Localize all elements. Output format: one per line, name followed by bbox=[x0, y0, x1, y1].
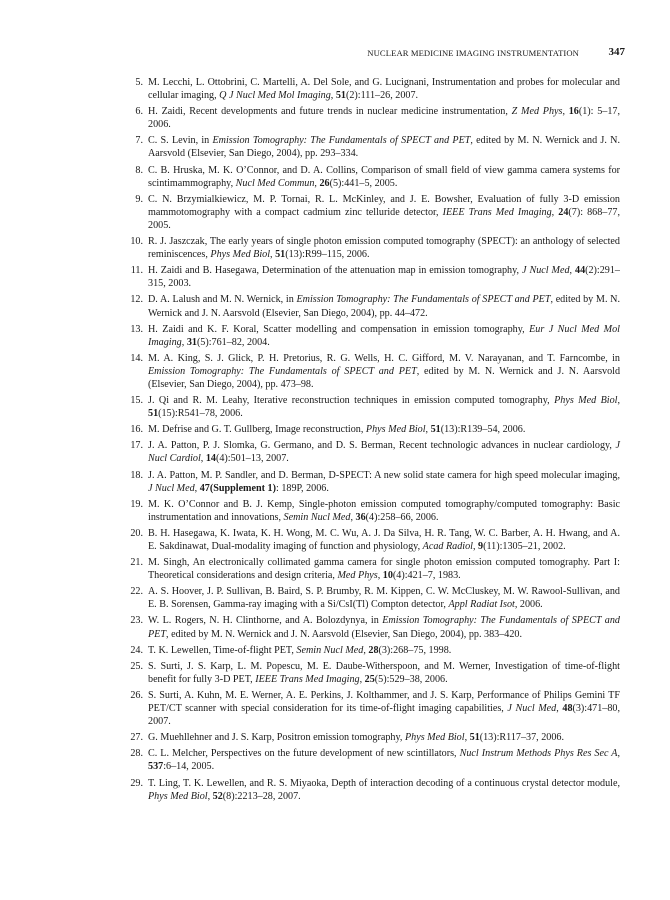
reference-item bbox=[132, 747, 620, 773]
reference-number: 11. bbox=[130, 265, 143, 277]
reference-segment: , bbox=[314, 177, 320, 189]
reference-item bbox=[132, 689, 620, 728]
reference-item bbox=[132, 164, 620, 190]
reference-item bbox=[132, 423, 620, 436]
reference-text bbox=[148, 690, 620, 727]
reference-segment: C. L. Melcher, Perspectives on the future development of new scintillators, bbox=[148, 748, 460, 760]
reference-segment: M. A. King, S. J. Glick, P. H. Pretorius, R. G. Wells, H. C. Gifford, M. V. Narayanan, and T. Farncombe, in bbox=[148, 352, 620, 364]
reference-segment: , bbox=[194, 482, 200, 494]
reference-segment: (11):1305–21, 2002. bbox=[483, 541, 566, 552]
reference-source: Emission Tomography: The Fundamentals of SPECT and PET bbox=[296, 294, 551, 306]
reference-segment: (3):268–75, 1998. bbox=[378, 644, 452, 656]
reference-text bbox=[148, 395, 620, 419]
reference-volume: 52 bbox=[212, 790, 223, 802]
reference-source: Emission Tomography: The Fundamentals of SPECT and PET bbox=[148, 615, 620, 640]
reference-segment: (15):R541–78, 2006. bbox=[158, 408, 243, 420]
reference-segment: (5):761–82, 2004. bbox=[196, 336, 270, 348]
reference-segment: (2):291–315, 2003. bbox=[148, 265, 620, 290]
reference-source: Semin Nucl Med bbox=[283, 511, 351, 523]
reference-segment: , bbox=[200, 453, 206, 465]
reference-segment: , bbox=[617, 395, 620, 407]
reference-volume: 51 bbox=[148, 408, 159, 420]
reference-text bbox=[148, 353, 620, 390]
reference-text bbox=[148, 440, 620, 464]
reference-segment: , 2006. bbox=[514, 599, 543, 611]
reference-segment: (13):R139–54, 2006. bbox=[440, 424, 526, 436]
reference-segment: C. S. Levin, in bbox=[148, 135, 213, 147]
reference-source: J Nucl Med bbox=[522, 265, 570, 277]
page-number: 347 bbox=[608, 46, 625, 58]
reference-source: Semin Nucl Med bbox=[296, 644, 364, 656]
reference-source: Q J Nucl Med Mol Imaging bbox=[219, 90, 331, 102]
reference-text bbox=[148, 324, 620, 348]
reference-text bbox=[148, 499, 620, 523]
reference-segment: , bbox=[270, 249, 276, 261]
reference-number: 29. bbox=[130, 777, 143, 789]
reference-text bbox=[148, 661, 620, 685]
reference-number: 23. bbox=[130, 615, 143, 627]
reference-source: Nucl Instrum Methods Phys Res Sec A bbox=[459, 748, 618, 760]
reference-list bbox=[132, 76, 620, 806]
reference-volume: 51 bbox=[275, 249, 286, 261]
reference-volume: 24 bbox=[558, 206, 569, 218]
reference-segment: R. J. Jaszczak, The early years of single photon emission computed tomography (SPECT): an anthology of selected reminiscences, bbox=[148, 236, 620, 261]
reference-item bbox=[132, 235, 620, 261]
page-header bbox=[130, 47, 625, 61]
reference-source: Emission Tomography: The Fundamentals of SPECT and PET bbox=[212, 135, 471, 147]
reference-segment: M. Lecchi, L. Ottobrini, C. Martelli, A. Del Sole, and G. Lucignani, Instrumentation and probes for molecular and cellular imaging, bbox=[148, 77, 620, 102]
reference-item bbox=[132, 352, 620, 391]
reference-source: J Nucl Med bbox=[507, 703, 557, 715]
reference-item bbox=[132, 323, 620, 349]
reference-segment: H. Zaidi and B. Hasegawa, Determination of the attenuation map in emission tomography, bbox=[148, 265, 522, 277]
reference-segment: , bbox=[330, 90, 336, 102]
reference-segment: (4):501–13, 2007. bbox=[215, 453, 289, 465]
reference-segment: , bbox=[551, 206, 559, 218]
reference-segment: , edited by M. N. Wernick and J. N. Aarsvold (Elsevier, San Diego, 2004), pp. 383–420. bbox=[166, 628, 523, 640]
reference-source: Z Med Phys bbox=[511, 106, 563, 118]
reference-segment: , bbox=[350, 511, 356, 523]
reference-volume: 47(Supplement 1) bbox=[199, 482, 276, 494]
reference-segment: D. A. Lalush and M. N. Wernick, in bbox=[148, 294, 297, 306]
reference-volume: 28 bbox=[368, 644, 379, 656]
reference-segment: (13):R99–115, 2006. bbox=[285, 249, 370, 261]
reference-segment: (5):441–5, 2005. bbox=[329, 177, 398, 189]
reference-segment: , bbox=[359, 673, 365, 685]
reference-segment: (5):529–38, 2006. bbox=[374, 673, 448, 685]
reference-text bbox=[148, 294, 620, 318]
reference-number: 15. bbox=[130, 395, 143, 407]
reference-volume: 10 bbox=[382, 570, 393, 582]
reference-source: Acad Radiol bbox=[422, 541, 473, 552]
reference-text bbox=[148, 194, 620, 231]
reference-segment: B. H. Hasegawa, K. Iwata, K. H. Wong, M. C. Wu, A. J. Da Silva, H. R. Tang, W. C. Barber, A. H. Hwang, and A. E. Sakdinawat, Dual-modality imaging of function and physiology, bbox=[148, 527, 620, 552]
reference-number: 25. bbox=[130, 660, 143, 672]
reference-segment: (1): 5–17, 2006. bbox=[148, 106, 621, 131]
reference-segment: T. K. Lewellen, Time-of-flight PET, bbox=[148, 644, 297, 656]
reference-text bbox=[148, 236, 620, 260]
reference-segment: (4):421–7, 1983. bbox=[392, 570, 461, 582]
reference-source: IEEE Trans Med Imaging bbox=[442, 206, 552, 218]
reference-number: 5. bbox=[135, 77, 143, 88]
reference-segment: T. Ling, T. K. Lewellen, and R. S. Miyaoka, Depth of interaction decoding of a continuous crystal detector module, bbox=[148, 777, 620, 789]
reference-segment: (3):471–80, 2007. bbox=[148, 703, 621, 728]
reference-source: Phys Med Biol bbox=[148, 790, 208, 802]
reference-text bbox=[148, 106, 620, 130]
reference-number: 24. bbox=[130, 644, 143, 656]
reference-volume: 48 bbox=[562, 703, 573, 715]
reference-number: 14. bbox=[130, 352, 143, 364]
reference-number: 16. bbox=[130, 424, 143, 436]
reference-volume: 51 bbox=[335, 90, 346, 102]
reference-text bbox=[148, 586, 620, 610]
reference-segment: , bbox=[181, 336, 187, 348]
reference-source: Phys Med Biol bbox=[404, 732, 465, 744]
reference-volume: 51 bbox=[430, 424, 441, 436]
reference-source: Phys Med Biol bbox=[554, 395, 618, 407]
reference-number: 9. bbox=[135, 193, 143, 205]
reference-item bbox=[132, 439, 620, 465]
reference-segment: , bbox=[617, 748, 620, 760]
reference-segment: M. K. O’Connor and B. J. Kemp, Single-photon emission computed tomography/computed tomography: Basic instrumentation and innovations, bbox=[148, 498, 620, 523]
reference-item bbox=[132, 585, 620, 611]
reference-segment: , bbox=[472, 541, 479, 552]
reference-segment: W. L. Rogers, N. H. Clinthorne, and A. Bolozdynya, in bbox=[148, 615, 383, 627]
reference-source: Nucl Med Commun bbox=[235, 177, 315, 189]
reference-segment: H. Zaidi, Recent developments and future trends in nuclear medicine instrumentation, bbox=[148, 106, 512, 118]
reference-volume: 537 bbox=[148, 761, 164, 773]
reference-segment: (8):2213–28, 2007. bbox=[222, 790, 301, 802]
reference-number: 12. bbox=[130, 294, 143, 306]
reference-text bbox=[148, 645, 451, 656]
reference-number: 8. bbox=[135, 164, 143, 176]
reference-number: 26. bbox=[130, 689, 143, 701]
reference-segment: S. Surti, J. S. Karp, L. M. Popescu, M. E. Daube-Witherspoon, and M. Werner, Investigation of time-of-flight benefit for fully 3-D PET, bbox=[148, 660, 620, 685]
reference-segment: , edited by M. N. Wernick and J. N. Aarsvold (Elsevier, San Diego, 2004), pp. 293–334. bbox=[148, 135, 620, 160]
reference-segment: , bbox=[207, 790, 213, 802]
reference-item bbox=[132, 193, 620, 232]
reference-item bbox=[132, 469, 620, 495]
reference-segment: : 189P, 2006. bbox=[275, 482, 329, 494]
reference-segment: , bbox=[569, 265, 575, 277]
reference-number: 17. bbox=[130, 440, 143, 452]
reference-number: 7. bbox=[135, 135, 143, 147]
reference-segment: , bbox=[562, 106, 569, 118]
reference-item bbox=[132, 527, 620, 553]
reference-item bbox=[132, 660, 620, 686]
reference-number: 10. bbox=[130, 236, 143, 248]
reference-segment: M. Singh, An electronically collimated gamma camera for single photon emission computed tomography. Part I: Theoretical considerations and design criteria, bbox=[148, 557, 620, 582]
reference-segment: , bbox=[556, 703, 563, 715]
reference-segment: J. A. Patton, P. J. Slomka, G. Germano, and D. S. Berman, Recent technologic advances in nuclear cardiology, bbox=[148, 440, 616, 452]
reference-item bbox=[132, 498, 620, 524]
reference-item bbox=[132, 134, 620, 160]
reference-text bbox=[148, 470, 620, 494]
reference-segment: A. S. Hoover, J. P. Sullivan, B. Baird, S. P. Brumby, R. M. Kippen, C. W. McCluskey, M. W. Rawool-Sullivan, and E. B. Sorensen, Gamma-ray imaging with a Si/CsI(Tl) Compton detector, bbox=[148, 586, 620, 611]
reference-number: 6. bbox=[135, 106, 143, 118]
reference-item bbox=[132, 293, 620, 319]
reference-source: Phys Med Biol bbox=[210, 249, 271, 261]
reference-text bbox=[148, 557, 620, 581]
reference-item bbox=[132, 105, 620, 131]
reference-text bbox=[148, 265, 620, 289]
reference-segment: (4):258–66, 2006. bbox=[365, 511, 439, 523]
reference-segment: J. A. Patton, M. P. Sandler, and D. Berman, D-SPECT: A new solid state camera for high speed molecular imaging, bbox=[148, 469, 620, 481]
reference-source: J Nucl Cardiol bbox=[148, 440, 620, 465]
reference-source: IEEE Trans Med Imaging bbox=[255, 673, 360, 685]
reference-source: Med Phys bbox=[337, 570, 378, 582]
reference-segment: (2):111–26, 2007. bbox=[345, 90, 419, 102]
reference-text bbox=[148, 77, 620, 101]
reference-text bbox=[148, 778, 620, 802]
reference-volume: 51 bbox=[469, 732, 480, 744]
reference-item bbox=[132, 76, 620, 102]
reference-segment: C. B. Hruska, M. K. O’Connor, and D. A. Collins, Comparison of small field of view gamma camera systems for scintimammography, bbox=[148, 164, 620, 189]
reference-segment: , edited by M. N. Wernick and J. N. Aarsvold (Elsevier, San Diego, 2004), pp. 473–98. bbox=[148, 365, 621, 390]
reference-segment: S. Surti, A. Kuhn, M. E. Werner, A. E. Perkins, J. Kolthammer, and J. S. Karp, Performance of Philips Gemini TF PET/CT scanner with special consideration for its time-of-flight imaging capabilities, bbox=[148, 689, 620, 715]
reference-text bbox=[148, 424, 525, 435]
reference-segment: , edited by M. N. Wernick and J. N. Aarsvold (Elsevier, San Diego, 2004), pp. 44–472. bbox=[148, 294, 621, 319]
reference-segment: , bbox=[363, 644, 369, 656]
reference-item bbox=[132, 556, 620, 582]
reference-number: 27. bbox=[130, 732, 143, 744]
reference-text bbox=[148, 732, 564, 743]
reference-number: 18. bbox=[130, 469, 143, 481]
reference-segment: :6–14, 2005. bbox=[163, 761, 215, 773]
reference-source: Emission Tomography: The Fundamentals of SPECT and PET bbox=[148, 365, 417, 377]
reference-item bbox=[132, 644, 620, 657]
reference-segment: , bbox=[425, 424, 431, 436]
reference-text bbox=[148, 165, 620, 189]
reference-segment: G. Muehllehner and J. S. Karp, Positron emission tomography, bbox=[148, 732, 405, 744]
reference-segment: M. Defrise and G. T. Gullberg, Image reconstruction, bbox=[148, 424, 366, 436]
reference-segment: (13):R117–37, 2006. bbox=[479, 732, 565, 744]
reference-text bbox=[148, 748, 620, 772]
reference-segment: , bbox=[464, 732, 470, 744]
reference-segment: (7): 868–77, 2005. bbox=[148, 206, 621, 231]
reference-volume: 31 bbox=[186, 336, 197, 348]
reference-volume: 44 bbox=[575, 265, 586, 277]
reference-source: J Nucl Med bbox=[148, 482, 195, 494]
reference-item bbox=[132, 777, 620, 803]
reference-volume: 25 bbox=[364, 673, 375, 685]
reference-number: 22. bbox=[130, 586, 143, 598]
reference-number: 13. bbox=[130, 323, 143, 335]
reference-number: 28. bbox=[130, 748, 143, 760]
reference-text bbox=[148, 615, 620, 639]
reference-number: 19. bbox=[130, 498, 143, 510]
reference-segment: , bbox=[377, 570, 383, 582]
reference-segment: C. N. Brzymialkiewicz, M. P. Tornai, R. L. McKinley, and J. E. Bowsher, Evaluation of fully 3-D emission mammotomography with a compact cadmium zinc telluride detector, bbox=[148, 193, 620, 218]
reference-segment: H. Zaidi and K. F. Koral, Scatter modelling and compensation in emission tomography, bbox=[148, 323, 530, 335]
running-head: NUCLEAR MEDICINE IMAGING INSTRUMENTATION bbox=[367, 48, 579, 58]
reference-item bbox=[132, 264, 620, 290]
reference-item bbox=[132, 394, 620, 420]
reference-volume: 14 bbox=[205, 453, 216, 465]
reference-volume: 26 bbox=[319, 177, 330, 189]
reference-source: Eur J Nucl Med Mol Imaging bbox=[148, 323, 620, 348]
reference-item bbox=[132, 614, 620, 640]
reference-segment: J. Qi and R. M. Leahy, Iterative reconstruction techniques in emission computed tomography, bbox=[148, 395, 555, 407]
reference-volume: 36 bbox=[355, 511, 366, 523]
reference-text bbox=[148, 135, 620, 159]
reference-source: Phys Med Biol bbox=[365, 424, 426, 436]
reference-source: Appl Radiat Isot bbox=[448, 599, 515, 611]
reference-volume: 16 bbox=[568, 106, 579, 118]
reference-volume: 9 bbox=[478, 541, 484, 552]
reference-item bbox=[132, 731, 620, 744]
reference-number: 20. bbox=[130, 527, 143, 539]
reference-text bbox=[148, 528, 620, 552]
reference-number: 21. bbox=[130, 557, 143, 569]
